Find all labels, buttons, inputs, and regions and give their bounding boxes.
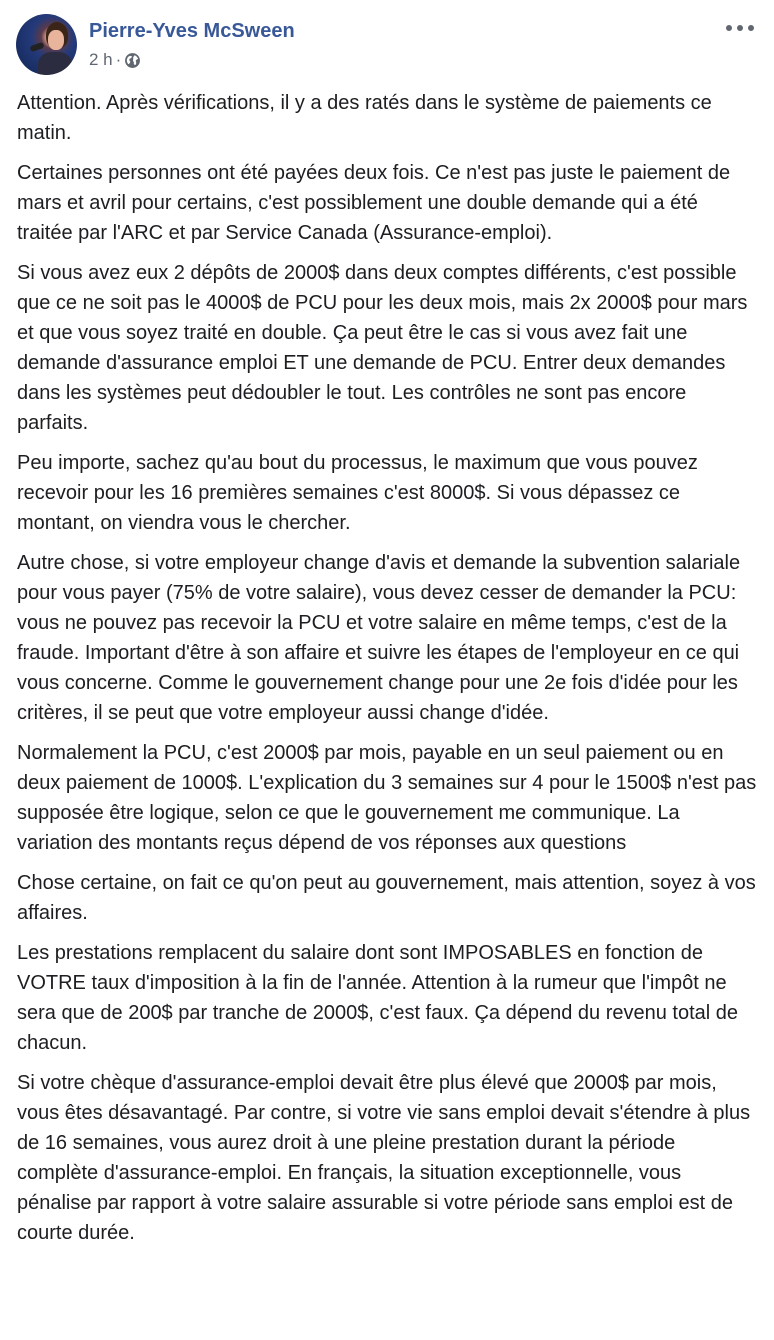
post-paragraph: Peu importe, sachez qu'au bout du processus, le maximum que vous pouvez recevoir pour les 16 premières semaines c'est 8000$. Si vous dépassez ce montant, on viendra vous le chercher. <box>17 452 698 534</box>
avatar[interactable] <box>16 14 77 75</box>
post-paragraph: Si vous avez eux 2 dépôts de 2000$ dans deux comptes différents, c'est possible que ce ne soit pas le 4000$ de PCU pour les deux mois, mais 2x 2000$ pour mars et que vous soyez traité en double. Ça peut être le cas si vous avez fait une demande d'assurance emploi ET une demande de PCU. Entrer deux demandes dans les systèmes peut dédoubler le tout. Les contrôles ne sont pas encore parfaits. <box>17 262 748 434</box>
post-timestamp[interactable]: 2 h <box>89 50 113 69</box>
post-body <box>17 88 757 1258</box>
globe-icon[interactable] <box>124 52 141 69</box>
author-name[interactable]: Pierre-Yves McSween <box>89 20 295 42</box>
more-options-icon[interactable] <box>726 20 754 36</box>
meta-separator: · <box>115 50 122 69</box>
post-paragraph: Attention. Après vérifications, il y a des ratés dans le système de paiements ce matin. <box>17 92 712 144</box>
post-paragraph: Les prestations remplacent du salaire dont sont IMPOSABLES en fonction de VOTRE taux d'imposition à la fin de l'année. Attention à la rumeur que l'impôt ne sera que de 200$ par tranche de 2000$, c'est faux. Ça dépend du revenu total de chacun. <box>17 942 739 1054</box>
post-paragraph: Chose certaine, on fait ce qu'on peut au gouvernement, mais attention, soyez à vos affaires. <box>17 872 756 924</box>
post-paragraph: Certaines personnes ont été payées deux fois. Ce n'est pas juste le paiement de mars et avril pour certains, c'est possiblement une double demande qui a été traitée par l'ARC et par Service Canada (Assurance-emploi). <box>17 162 731 244</box>
post-paragraph: Autre chose, si votre employeur change d'avis et demande la subvention salariale pour vous payer (75% de votre salaire), vous devez cesser de demander la PCU: vous ne pouvez pas recevoir la PCU et votre salaire en même temps, c'est de la fraude. Important d'être à son affaire et suivre les étapes de l'employeur en ce qui vous concerne. Comme le gouvernement change pour une 2e fois d'idée pour les critères, il se peut que votre employeur aussi change d'idée. <box>17 552 741 724</box>
post-paragraph: Si votre chèque d'assurance-emploi devait être plus élevé que 2000$ par mois, vous êtes désavantagé. Par contre, si votre vie sans emploi devait s'étendre à plus de 16 semaines, vous aurez droit à une pleine prestation durant la période complète d'assurance-emploi. En français, la situation exceptionnelle, vous pénalise par rapport à votre salaire assurable si votre période sans emploi est de courte durée. <box>17 1072 751 1244</box>
post-paragraph: Normalement la PCU, c'est 2000$ par mois, payable en un seul paiement ou en deux paiement de 1000$. L'explication du 3 semaines sur 4 pour le 1500$ n'est pas supposée être logique, selon ce que le gouvernement me communique. La variation des montants reçus dépend de vos réponses aux questions <box>17 742 757 854</box>
post-meta <box>89 50 141 70</box>
post-header <box>16 14 758 78</box>
